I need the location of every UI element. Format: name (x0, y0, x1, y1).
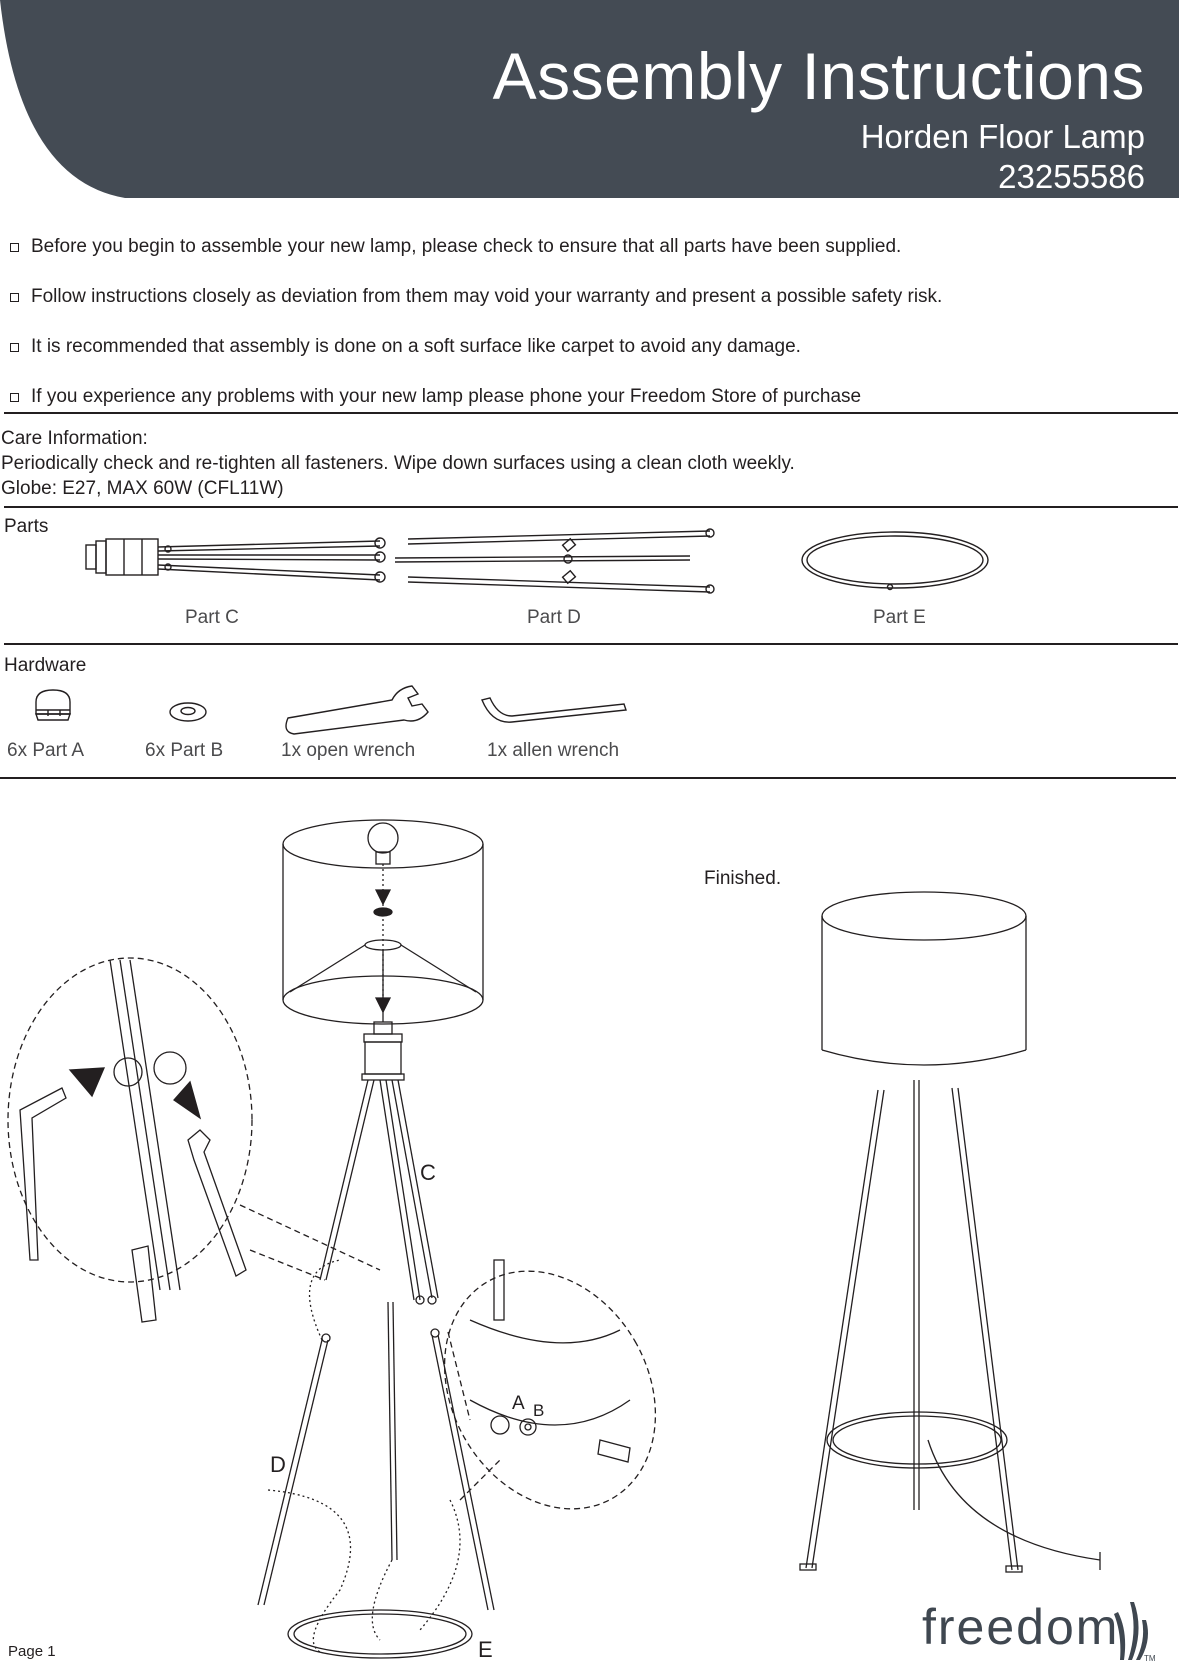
part-d-label: Part D (527, 607, 581, 628)
part-d-legs-illustration (258, 1302, 494, 1610)
detail-zoom-right (403, 1233, 680, 1548)
callout-e: E (478, 1637, 493, 1662)
care-line: Periodically check and re-tighten all fasteners. Wipe down surfaces using a clean cloth weekly. (1, 453, 795, 474)
lamp-shade-illustration (283, 820, 483, 1024)
care-information (1, 426, 795, 501)
divider (0, 777, 1176, 779)
socket-hub-illustration (362, 1022, 404, 1080)
page-number: Page 1 (8, 1643, 56, 1660)
divider (4, 506, 1178, 508)
care-heading: Care Information: (1, 428, 148, 449)
instruction-item: If you experience any problems with your new lamp please phone your Freedom Store of purchase (8, 372, 1168, 422)
instruction-item: It is recommended that assembly is done on a soft surface like carpet to avoid any damage. (8, 322, 1168, 372)
square-bullet-icon (10, 343, 19, 352)
cap-nut-icon (36, 690, 70, 720)
header-banner (0, 0, 1179, 200)
part-d-illustration (395, 529, 714, 593)
detail-zoom-left (8, 958, 252, 1322)
instruction-list (8, 222, 1168, 422)
callout-c: C (420, 1160, 436, 1185)
trademark-mark: TM (1144, 1654, 1156, 1663)
part-e-ring-illustration (288, 1610, 472, 1658)
hardware-illustration (20, 680, 640, 740)
freedom-logo (922, 1598, 1162, 1668)
finished-lamp-illustration (780, 880, 1120, 1580)
part-e-label: Part E (873, 607, 926, 628)
finished-label: Finished. (704, 868, 782, 889)
part-c-illustration (86, 538, 385, 582)
washer-icon (170, 703, 206, 721)
instruction-item: Follow instructions closely as deviation from them may void your warranty and present a possible safety risk. (8, 272, 1168, 322)
parts-illustration (80, 525, 1000, 615)
parts-heading: Parts (4, 516, 49, 537)
hardware-allen-wrench-label: 1x allen wrench (487, 740, 620, 761)
open-wrench-icon (286, 686, 428, 734)
document-title: Assembly Instructions (492, 39, 1145, 113)
divider (4, 412, 1178, 414)
hardware-part-a-label: 6x Part A (7, 740, 85, 761)
logo-wordmark: freedom (922, 1599, 1120, 1655)
divider (4, 643, 1178, 645)
square-bullet-icon (10, 293, 19, 302)
callout-d: D (270, 1452, 286, 1477)
part-c-label: Part C (185, 607, 239, 628)
callout-a: A (512, 1393, 525, 1414)
hardware-part-b-label: 6x Part B (145, 740, 224, 761)
allen-wrench-icon (482, 698, 626, 722)
product-name: Horden Floor Lamp (860, 118, 1145, 155)
hardware-open-wrench-label: 1x open wrench (281, 740, 416, 761)
square-bullet-icon (10, 243, 19, 252)
assembly-diagram (0, 800, 680, 1670)
product-code: 23255586 (998, 158, 1145, 195)
part-e-illustration (802, 532, 988, 590)
hardware-heading: Hardware (4, 655, 87, 676)
part-c-legs-illustration (320, 1080, 438, 1304)
square-bullet-icon (10, 393, 19, 402)
instruction-item: Before you begin to assemble your new lamp, please check to ensure that all parts have been supplied. (8, 222, 1168, 272)
light-bulb-icon (368, 823, 398, 864)
care-line: Globe: E27, MAX 60W (CFL11W) (1, 478, 284, 499)
callout-b: B (533, 1401, 545, 1420)
